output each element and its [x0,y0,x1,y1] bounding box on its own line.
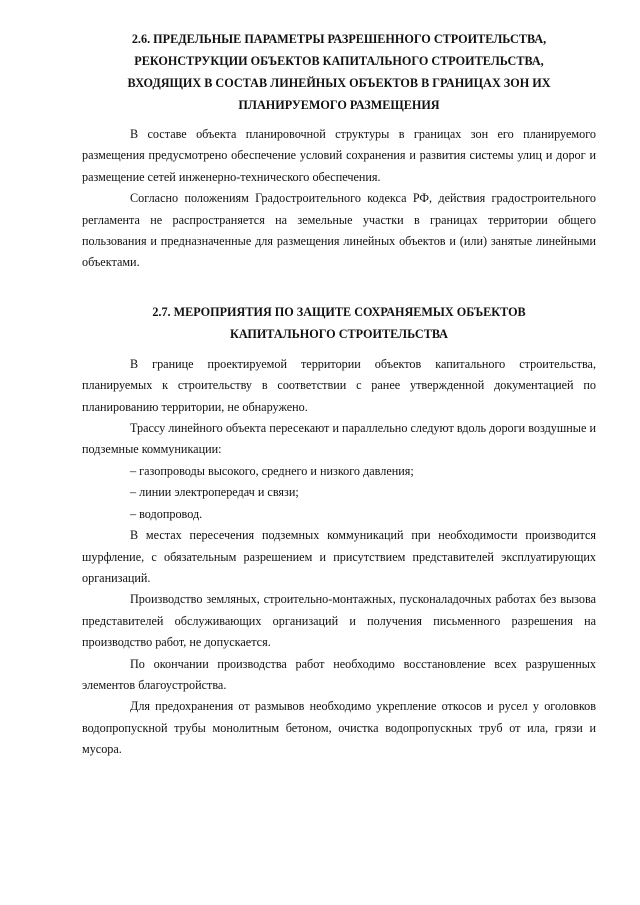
heading-line: РЕКОНСТРУКЦИИ ОБЪЕКТОВ КАПИТАЛЬНОГО СТРОИТЕЛЬСТВА, [134,54,544,68]
paragraph: Трассу линейного объекта пересекают и параллельно следуют вдоль дороги воздушные и подземные коммуникации: [82,421,596,457]
section-2-6-heading [82,28,596,116]
paragraph: В границе проектируемой территории объектов капитального строительства, планируемых к строительству в соответствии с ранее утвержденной документацией по планированию территории, не обнаружено. [82,356,596,414]
list-item: – линии электропередач и связи; [130,485,299,500]
heading-line: ВХОДЯЩИХ В СОСТАВ ЛИНЕЙНЫХ ОБЪЕКТОВ В ГРАНИЦАХ ЗОН ИХ [127,76,551,90]
paragraph: Для предохранения от размывов необходимо укрепление откосов и русел у оголовков водопропускной трубы монолитным бетоном, очистка водопропускных труб от ила, грязи и мусора. [82,699,596,757]
paragraph: Производство земляных, строительно-монтажных, пусконаладочных работах без вызова представителей обслуживающих организаций и получения письменного разрешения на производство работ, не допускается. [82,592,596,650]
paragraph: Согласно положениям Градостроительного кодекса РФ, действия градостроительного регламента не распространяется на земельные участки в границах территории общего пользования и предназначенные для размещения линейных объектов и (или) занятые линейными объектами. [82,191,596,270]
heading-line: 2.6. ПРЕДЕЛЬНЫЕ ПАРАМЕТРЫ РАЗРЕШЕННОГО СТРОИТЕЛЬСТВА, [131,32,547,46]
paragraph: По окончании производства работ необходимо восстановление всех разрушенных элементов благоустройства. [82,656,596,692]
heading-line: КАПИТАЛЬНОГО СТРОИТЕЛЬСТВА [230,326,448,341]
heading-line: ПЛАНИРУЕМОГО РАЗМЕЩЕНИЯ [238,98,440,112]
heading-line: 2.7. МЕРОПРИЯТИЯ ПО ЗАЩИТЕ СОХРАНЯЕМЫХ ОБЪЕКТОВ [152,304,526,319]
paragraph: В местах пересечения подземных коммуникаций при необходимости производится шурфление, с обязательным разрешением и присутствием представителей эксплуатирующих организаций. [82,528,596,585]
list-item: – газопроводы высокого, среднего и низкого давления; [130,463,414,478]
list-item: – водопровод. [130,506,203,521]
paragraph: В составе объекта планировочной структуры в границах зон его планируемого размещения предусмотрено обеспечение условий сохранения и развития системы улиц и дорог и размещение сетей инженерно-технического обеспечения. [82,127,596,184]
section-2-7-heading [82,301,596,345]
